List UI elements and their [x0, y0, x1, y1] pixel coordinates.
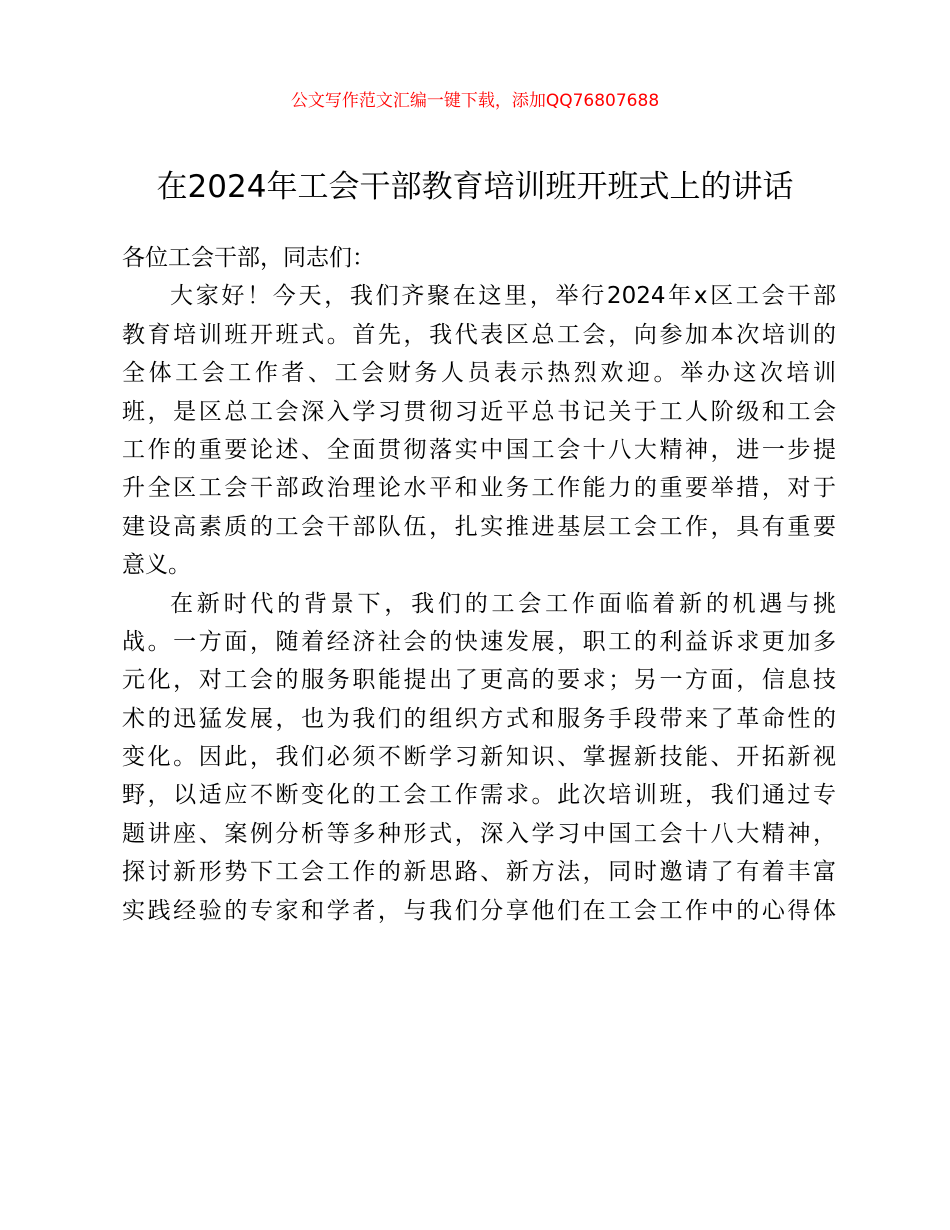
- paragraph-line: 题讲座、案例分析等多种形式，深入学习中国工会十八大精神，: [122, 820, 836, 847]
- paragraph-line: 战。一方面，随着经济社会的快速发展，职工的利益诉求更加多: [122, 628, 836, 655]
- paragraph-line: 探讨新形势下工会工作的新思路、新方法，同时邀请了有着丰富: [122, 859, 836, 886]
- paragraph-line: 班，是区总工会深入学习贯彻习近平总书记关于工人阶级和工会: [122, 398, 836, 425]
- salutation: 各位工会干部，同志们：: [122, 245, 375, 271]
- paragraph-line: 升全区工会干部政治理论水平和业务工作能力的重要举措，对于: [122, 475, 836, 502]
- paragraph-line: 大家好！今天，我们齐聚在这里，举行2024年x区工会干部: [170, 283, 836, 310]
- paragraph-line: 工作的重要论述、全面贯彻落实中国工会十八大精神，进一步提: [122, 436, 836, 463]
- paragraph-line: 在新时代的背景下，我们的工会工作面临着新的机遇与挑: [170, 590, 836, 617]
- document-body: [122, 239, 836, 930]
- watermark-banner: 公文写作范文汇编一键下载，添加QQ76807688: [290, 91, 660, 111]
- paragraph-line: 教育培训班开班式。首先，我代表区总工会，向参加本次培训的: [122, 321, 836, 348]
- paragraph-line: 全体工会工作者、工会财务人员表示热烈欢迎。举办这次培训: [122, 360, 836, 387]
- paragraph-line: 野，以适应不断变化的工会工作需求。此次培训班，我们通过专: [122, 782, 836, 809]
- paragraph-line: 建设高素质的工会干部队伍，扎实推进基层工会工作，具有重要: [122, 513, 836, 540]
- paragraph-line: 元化，对工会的服务职能提出了更高的要求；另一方面，信息技: [122, 667, 836, 694]
- paragraph-line: 意义。: [122, 552, 191, 579]
- paragraph-line: 变化。因此，我们必须不断学习新知识、掌握新技能、开拓新视: [122, 744, 836, 771]
- page-title: 在2024年工会干部教育培训班开班式上的讲话: [156, 169, 794, 205]
- paragraph-line: 实践经验的专家和学者，与我们分享他们在工会工作中的心得体: [122, 897, 836, 924]
- paragraph-line: 术的迅猛发展，也为我们的组织方式和服务手段带来了革命性的: [122, 705, 836, 732]
